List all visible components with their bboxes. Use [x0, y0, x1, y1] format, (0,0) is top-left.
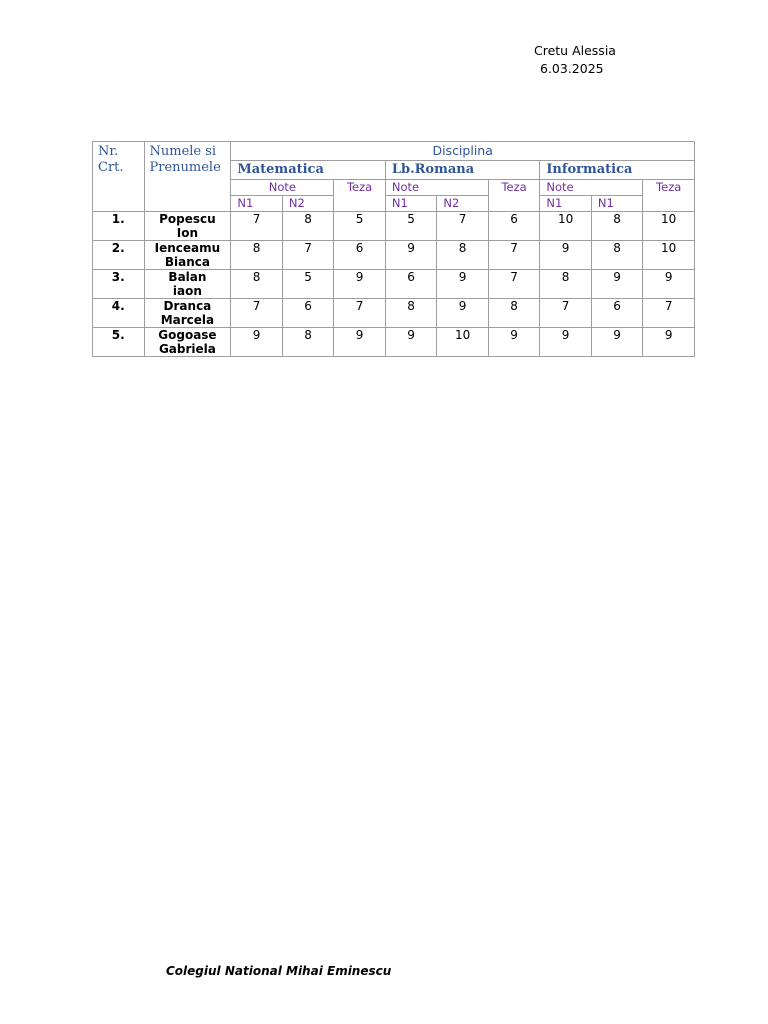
student-surname: Balan — [168, 270, 207, 284]
grade-cell: 9 — [591, 328, 643, 357]
teza-label-lb-romana: Teza — [488, 180, 540, 212]
grade-cell: 9 — [540, 241, 592, 270]
grade-cell: 8 — [591, 241, 643, 270]
row-number: 5. — [93, 328, 145, 357]
grade-cell: 5 — [282, 270, 334, 299]
grade-cell: 6 — [591, 299, 643, 328]
grade-cell: 8 — [437, 241, 489, 270]
student-surname: Popescu — [159, 212, 216, 226]
grade-cell: 8 — [282, 328, 334, 357]
grade-cell: 9 — [437, 270, 489, 299]
student-firstname: Ion — [176, 226, 199, 240]
grade-cell: 9 — [643, 270, 695, 299]
grade-cell: 9 — [437, 299, 489, 328]
grade-cell: 10 — [643, 241, 695, 270]
grade-cell: 9 — [385, 328, 437, 357]
teza-label-matematica: Teza — [334, 180, 386, 212]
header-discipline: Disciplina — [231, 142, 695, 161]
grade-cell: 8 — [385, 299, 437, 328]
student-firstname: Gabriela — [158, 342, 216, 356]
grade-cell: 7 — [488, 241, 540, 270]
table-row — [93, 299, 695, 328]
student-surname: Dranca — [163, 299, 212, 313]
grade-cell: 10 — [540, 212, 592, 241]
sub-label-rom-2: N2 — [437, 196, 489, 212]
grade-cell: 8 — [231, 241, 283, 270]
row-number: 2. — [93, 241, 145, 270]
student-name — [144, 270, 231, 299]
grade-cell: 10 — [643, 212, 695, 241]
sub-label-mat-2: N2 — [282, 196, 334, 212]
grade-cell: 9 — [591, 270, 643, 299]
teza-label-informatica: Teza — [643, 180, 695, 212]
student-name — [144, 212, 231, 241]
sub-label-mat-1: N1 — [231, 196, 283, 212]
header-nr-crt: Nr. Crt. — [93, 142, 145, 212]
grade-cell: 7 — [488, 270, 540, 299]
grade-cell: 7 — [437, 212, 489, 241]
subject-lb-romana: Lb.Romana — [385, 161, 540, 180]
header-student-name: Numele si Prenumele — [144, 142, 231, 212]
note-label-matematica: Note — [231, 180, 334, 196]
grade-cell: 8 — [591, 212, 643, 241]
document-date: 6.03.2025 — [540, 61, 604, 76]
table-row — [93, 212, 695, 241]
grades-table — [92, 141, 695, 357]
grade-cell: 8 — [231, 270, 283, 299]
student-firstname: iaon — [172, 284, 202, 298]
student-name — [144, 299, 231, 328]
grade-cell: 9 — [540, 328, 592, 357]
sub-label-inf-2: N1 — [591, 196, 643, 212]
subject-informatica: Informatica — [540, 161, 695, 180]
subject-matematica: Matematica — [231, 161, 386, 180]
grade-cell: 6 — [334, 241, 386, 270]
row-number: 4. — [93, 299, 145, 328]
sub-label-rom-1: N1 — [385, 196, 437, 212]
student-surname: Gogoase — [158, 328, 217, 342]
grade-cell: 7 — [540, 299, 592, 328]
grade-cell: 5 — [334, 212, 386, 241]
grade-cell: 10 — [437, 328, 489, 357]
grade-cell: 6 — [282, 299, 334, 328]
student-name — [144, 328, 231, 357]
grade-cell: 8 — [488, 299, 540, 328]
table-row — [93, 328, 695, 357]
grade-cell: 9 — [385, 241, 437, 270]
grade-cell: 7 — [334, 299, 386, 328]
grade-cell: 5 — [385, 212, 437, 241]
row-number: 1. — [93, 212, 145, 241]
grade-cell: 6 — [488, 212, 540, 241]
grade-cell: 7 — [231, 212, 283, 241]
grade-cell: 7 — [643, 299, 695, 328]
student-surname: Ienceamu — [154, 241, 221, 255]
grade-cell: 8 — [282, 212, 334, 241]
table-row — [93, 270, 695, 299]
grade-cell: 7 — [231, 299, 283, 328]
grade-cell: 9 — [231, 328, 283, 357]
note-label-informatica: Note — [540, 180, 643, 196]
grade-cell: 7 — [282, 241, 334, 270]
grade-cell: 8 — [540, 270, 592, 299]
table-row — [93, 241, 695, 270]
author-name: Cretu Alessia — [534, 43, 616, 58]
note-label-lb-romana: Note — [385, 180, 488, 196]
sub-label-inf-1: N1 — [540, 196, 592, 212]
student-name — [144, 241, 231, 270]
grade-cell: 6 — [385, 270, 437, 299]
grade-cell: 9 — [643, 328, 695, 357]
student-firstname: Marcela — [160, 313, 215, 327]
school-footer: Colegiul National Mihai Eminescu — [166, 964, 392, 978]
grade-cell: 9 — [334, 270, 386, 299]
student-firstname: Bianca — [164, 255, 210, 269]
row-number: 3. — [93, 270, 145, 299]
grade-cell: 9 — [488, 328, 540, 357]
grade-cell: 9 — [334, 328, 386, 357]
